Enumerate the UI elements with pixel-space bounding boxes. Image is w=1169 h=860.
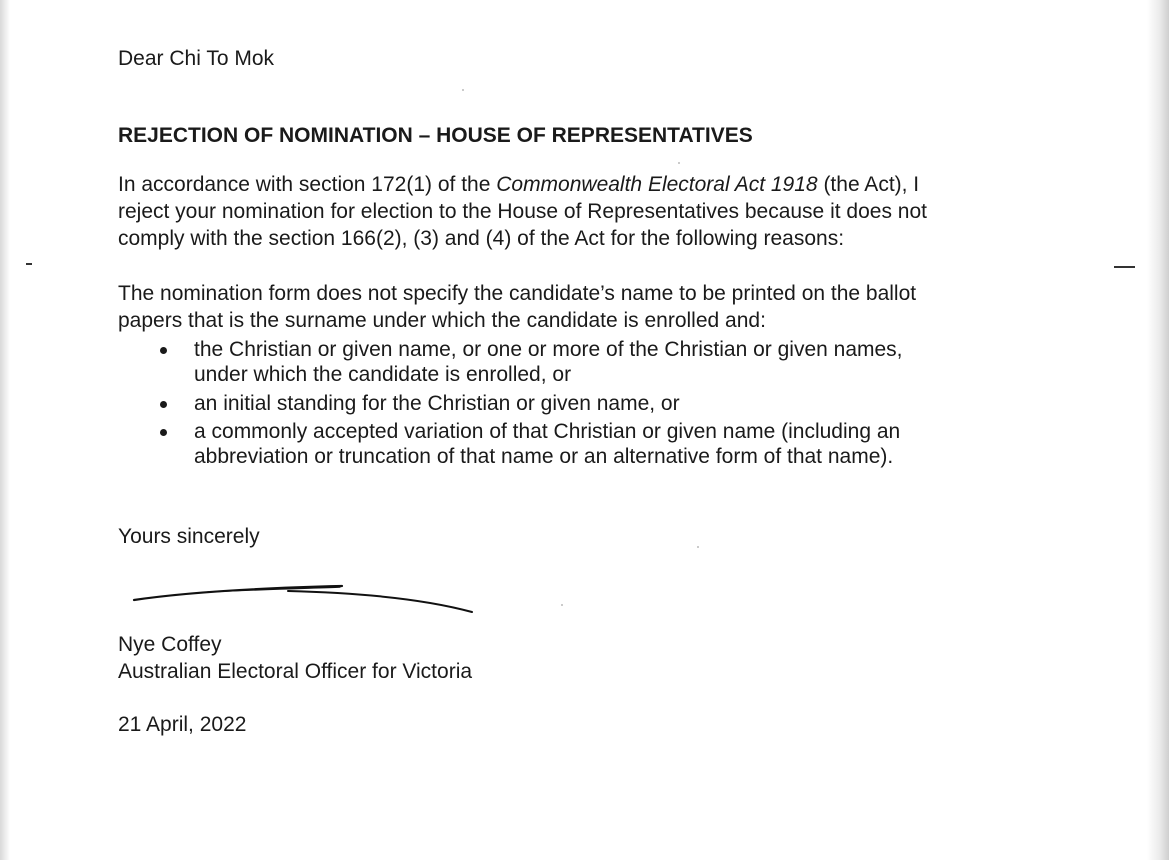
bullet-icon xyxy=(160,401,167,408)
bullet-icon xyxy=(160,347,167,354)
list-item-line: abbreviation or truncation of that name or an alternative form of that name). xyxy=(194,445,894,468)
paper-speck xyxy=(462,89,464,91)
margin-mark-left xyxy=(26,263,32,265)
letter-date: 21 April, 2022 xyxy=(118,713,247,736)
letter-heading: REJECTION OF NOMINATION – HOUSE OF REPRESENTATIVES xyxy=(118,124,753,147)
list-item xyxy=(118,391,903,419)
handwritten-signature xyxy=(128,578,488,618)
signatory-title: Australian Electoral Officer for Victoria xyxy=(118,660,473,683)
page-edge-shadow-left xyxy=(0,0,10,860)
paper-speck xyxy=(678,162,680,164)
closing: Yours sincerely xyxy=(118,525,260,548)
signatory-name: Nye Coffey xyxy=(118,633,222,656)
paragraph-nomination-form xyxy=(118,281,916,335)
page-edge-shadow-right xyxy=(1147,0,1169,860)
paragraph-line: The nomination form does not specify the candidate’s name to be printed on the ballot xyxy=(118,282,917,305)
list-item-line: a commonly accepted variation of that Christian or given name (including an xyxy=(194,420,901,443)
list-item xyxy=(118,419,903,471)
paper-speck xyxy=(697,546,699,548)
bullet-icon xyxy=(160,429,167,436)
text-run: In accordance with section 172(1) of the xyxy=(118,173,497,196)
paragraph-line xyxy=(118,172,927,199)
salutation: Dear Chi To Mok xyxy=(118,47,275,70)
act-title: Commonwealth Electoral Act 1918 xyxy=(496,173,818,196)
paragraph-line: reject your nomination for election to the House of Representatives because it does not xyxy=(118,200,927,223)
paragraph-rejection-reason xyxy=(118,172,927,253)
list-item-line: an initial standing for the Christian or given name, or xyxy=(194,392,680,415)
paragraph-line: papers that is the surname under which the candidate is enrolled and: xyxy=(118,309,766,332)
reasons-list xyxy=(118,337,903,471)
paragraph-line: comply with the section 166(2), (3) and (4) of the Act for the following reasons: xyxy=(118,227,845,250)
list-item-line: under which the candidate is enrolled, or xyxy=(194,363,572,386)
margin-mark-right xyxy=(1114,266,1135,268)
list-item xyxy=(118,337,903,389)
paper-speck xyxy=(561,604,563,606)
text-run: (the Act), I xyxy=(817,173,920,196)
list-item-line: the Christian or given name, or one or more of the Christian or given names, xyxy=(194,338,903,361)
